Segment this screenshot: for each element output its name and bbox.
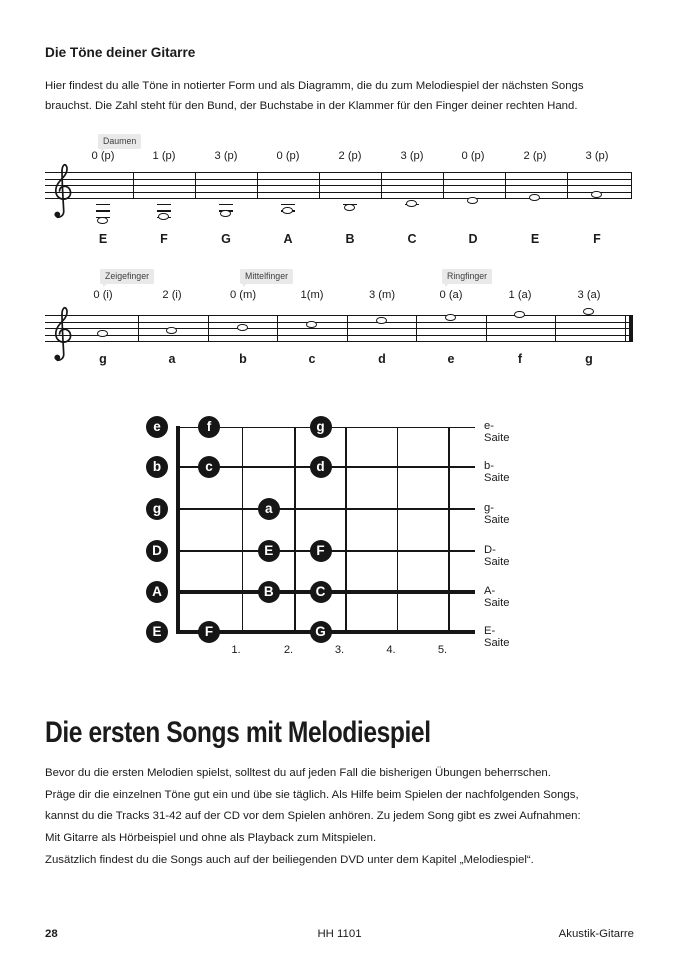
text-line: Bevor du die ersten Melodien spielst, solltest du auf jeden Fall die bisherigen Übungen beherrschen. <box>45 767 551 779</box>
fret-finger-label: 2 (p) <box>338 149 362 162</box>
note-letter-label: F <box>160 231 168 246</box>
note-letter-label: a <box>168 352 176 366</box>
whole-note <box>529 194 540 201</box>
string-line <box>178 508 475 510</box>
finger-badge: Mittelfinger <box>240 269 293 284</box>
fret-line <box>397 427 399 634</box>
note-letter-label: f <box>517 352 523 366</box>
fretted-note-dot: B <box>258 581 280 603</box>
fret-finger-label: 0 (i) <box>93 288 113 301</box>
open-string-dot: g <box>146 498 168 520</box>
treble-clef-icon <box>49 304 75 366</box>
open-string-dot: e <box>146 416 168 438</box>
staff-line <box>45 315 632 316</box>
barline <box>443 172 444 199</box>
barline <box>416 315 417 342</box>
barline <box>257 172 258 199</box>
end-barline <box>631 172 633 199</box>
fret-number: 1. <box>231 643 241 656</box>
finger-badge: Ringfinger <box>442 269 492 284</box>
text-line: Mit Gitarre als Hörbeispiel und ohne als Playback zum Mitspielen. <box>45 832 377 845</box>
fret-number: 2. <box>283 643 294 656</box>
footer-page-number: 28 <box>45 928 58 940</box>
string-label: e-Saite <box>484 419 510 444</box>
note-letter-label: D <box>468 231 478 246</box>
fret-line <box>448 427 450 634</box>
barline <box>505 172 506 199</box>
ledger-line <box>281 204 295 205</box>
fret-finger-label: 3 (p) <box>585 149 609 162</box>
fretted-note-dot: F <box>310 540 332 562</box>
fret-finger-label: 1 (p) <box>152 149 176 162</box>
fret-finger-label: 3 (p) <box>214 149 238 162</box>
fretted-note-dot: a <box>258 498 280 520</box>
footer-book-title: Akustik-Gitarre <box>558 928 634 940</box>
ledger-line <box>96 210 110 211</box>
barline <box>381 172 382 199</box>
fretted-note-dot: E <box>258 540 280 562</box>
intro-paragraph <box>45 76 584 117</box>
barline <box>195 172 196 199</box>
string-label: b-Saite <box>484 459 510 484</box>
barline <box>486 315 487 342</box>
string-label: E-Saite <box>484 624 510 649</box>
whole-note <box>445 314 456 321</box>
note-letter-label: C <box>407 231 417 246</box>
open-string-dot: A <box>146 581 168 603</box>
fret-finger-label: 1(m) <box>300 288 324 301</box>
barline <box>319 172 320 199</box>
fretted-note-dot: G <box>310 621 332 643</box>
whole-note <box>583 308 594 315</box>
whole-note <box>166 327 177 334</box>
whole-note <box>158 213 169 220</box>
fretted-note-dot: c <box>198 456 220 478</box>
fret-finger-label: 0 (p) <box>276 149 300 162</box>
staff-line <box>45 341 632 342</box>
text-line: brauchst. Die Zahl steht für den Bund, der Buchstabe in der Klammer für den Finger deiner rechten Hand. <box>45 100 578 113</box>
whole-note <box>344 204 355 211</box>
string-label: D-Saite <box>484 543 510 568</box>
string-label: A-Saite <box>484 584 510 609</box>
fret-finger-label: 2 (p) <box>523 149 547 162</box>
finger-badge: Zeigefinger <box>100 269 154 284</box>
barline <box>567 172 568 199</box>
open-string-dot: D <box>146 540 168 562</box>
staff-line <box>45 335 632 336</box>
whole-note <box>220 210 231 217</box>
page-title: Die Töne deiner Gitarre <box>45 45 196 60</box>
note-letter-label: e <box>447 352 455 366</box>
whole-note <box>467 197 478 204</box>
staff-line <box>45 322 632 323</box>
finger-badge: Daumen <box>98 134 141 149</box>
fret-finger-label: 0 (a) <box>439 288 463 301</box>
note-letter-label: g <box>99 352 107 366</box>
ledger-line <box>157 204 171 205</box>
fretted-note-dot: g <box>310 416 332 438</box>
note-letter-label: G <box>221 231 231 246</box>
whole-note <box>376 317 387 324</box>
fret-finger-label: 0 (p) <box>461 149 485 162</box>
fret-finger-label: 3 (a) <box>577 288 601 301</box>
fret-finger-label: 2 (i) <box>162 288 182 301</box>
open-string-dot: b <box>146 456 168 478</box>
whole-note <box>591 191 602 198</box>
fret-number: 3. <box>334 643 345 656</box>
note-letter-label: B <box>345 231 355 246</box>
fret-finger-label: 0 (p) <box>91 149 115 162</box>
whole-note <box>97 330 108 337</box>
whole-note <box>514 311 525 318</box>
barline <box>138 315 139 342</box>
note-letter-label: F <box>593 231 601 246</box>
fret-number: 5. <box>437 643 448 656</box>
whole-note <box>306 321 317 328</box>
fret-finger-label: 1 (a) <box>508 288 532 301</box>
final-barline-thin <box>625 315 626 342</box>
fret-finger-label: 3 (m) <box>368 288 396 301</box>
section-heading: Die ersten Songs mit Melodiespiel <box>45 716 431 749</box>
note-letter-label: c <box>308 352 316 366</box>
ledger-line <box>96 204 110 205</box>
string-label: g-Saite <box>484 501 510 526</box>
fretted-note-dot: C <box>310 581 332 603</box>
fret-finger-label: 3 (p) <box>400 149 424 162</box>
fret-finger-label: 0 (m) <box>229 288 257 301</box>
open-string-dot: E <box>146 621 168 643</box>
barline <box>208 315 209 342</box>
barline <box>347 315 348 342</box>
fretted-note-dot: f <box>198 416 220 438</box>
note-letter-label: E <box>98 231 108 246</box>
whole-note <box>406 200 417 207</box>
fret-line <box>294 427 296 634</box>
note-letter-label: d <box>378 352 386 366</box>
barline <box>133 172 134 199</box>
fret-number: 4. <box>386 643 396 656</box>
fret-line <box>242 427 244 634</box>
text-line: Zusätzlich findest du die Songs auch auf der beiliegenden DVD unter dem Kapitel „Melodiespiel“. <box>45 853 534 866</box>
whole-note <box>97 217 108 224</box>
text-line: kannst du die Tracks 31-42 auf der CD vor dem Spielen anhören. Zu jedem Song gibt es zwei Aufnahmen: <box>45 810 581 823</box>
barline <box>277 315 278 342</box>
final-barline-thick <box>629 315 633 342</box>
whole-note <box>237 324 248 331</box>
treble-clef-icon <box>49 161 75 223</box>
text-line: Präge dir die einzelnen Töne gut ein und übe sie täglich. Als Hilfe beim Spielen der nachfolgenden Songs, <box>45 788 579 801</box>
fretted-note-dot: F <box>198 621 220 643</box>
text-line: Hier findest du alle Töne in notierter Form und als Diagramm, die du zum Melodiespiel der nächsten Songs <box>45 80 584 92</box>
note-letter-label: g <box>585 352 593 366</box>
whole-note <box>282 207 293 214</box>
nut-line <box>176 426 180 634</box>
ledger-line <box>219 204 233 205</box>
section-paragraph <box>45 763 581 872</box>
note-letter-label: b <box>239 352 247 366</box>
ledger-line <box>157 210 171 211</box>
staff-line <box>45 328 632 329</box>
note-letter-label: A <box>283 231 293 246</box>
footer-book-code: HH 1101 <box>317 928 362 940</box>
note-letter-label: E <box>530 231 540 246</box>
fretted-note-dot: d <box>310 456 332 478</box>
fret-line <box>345 427 347 634</box>
barline <box>555 315 556 342</box>
